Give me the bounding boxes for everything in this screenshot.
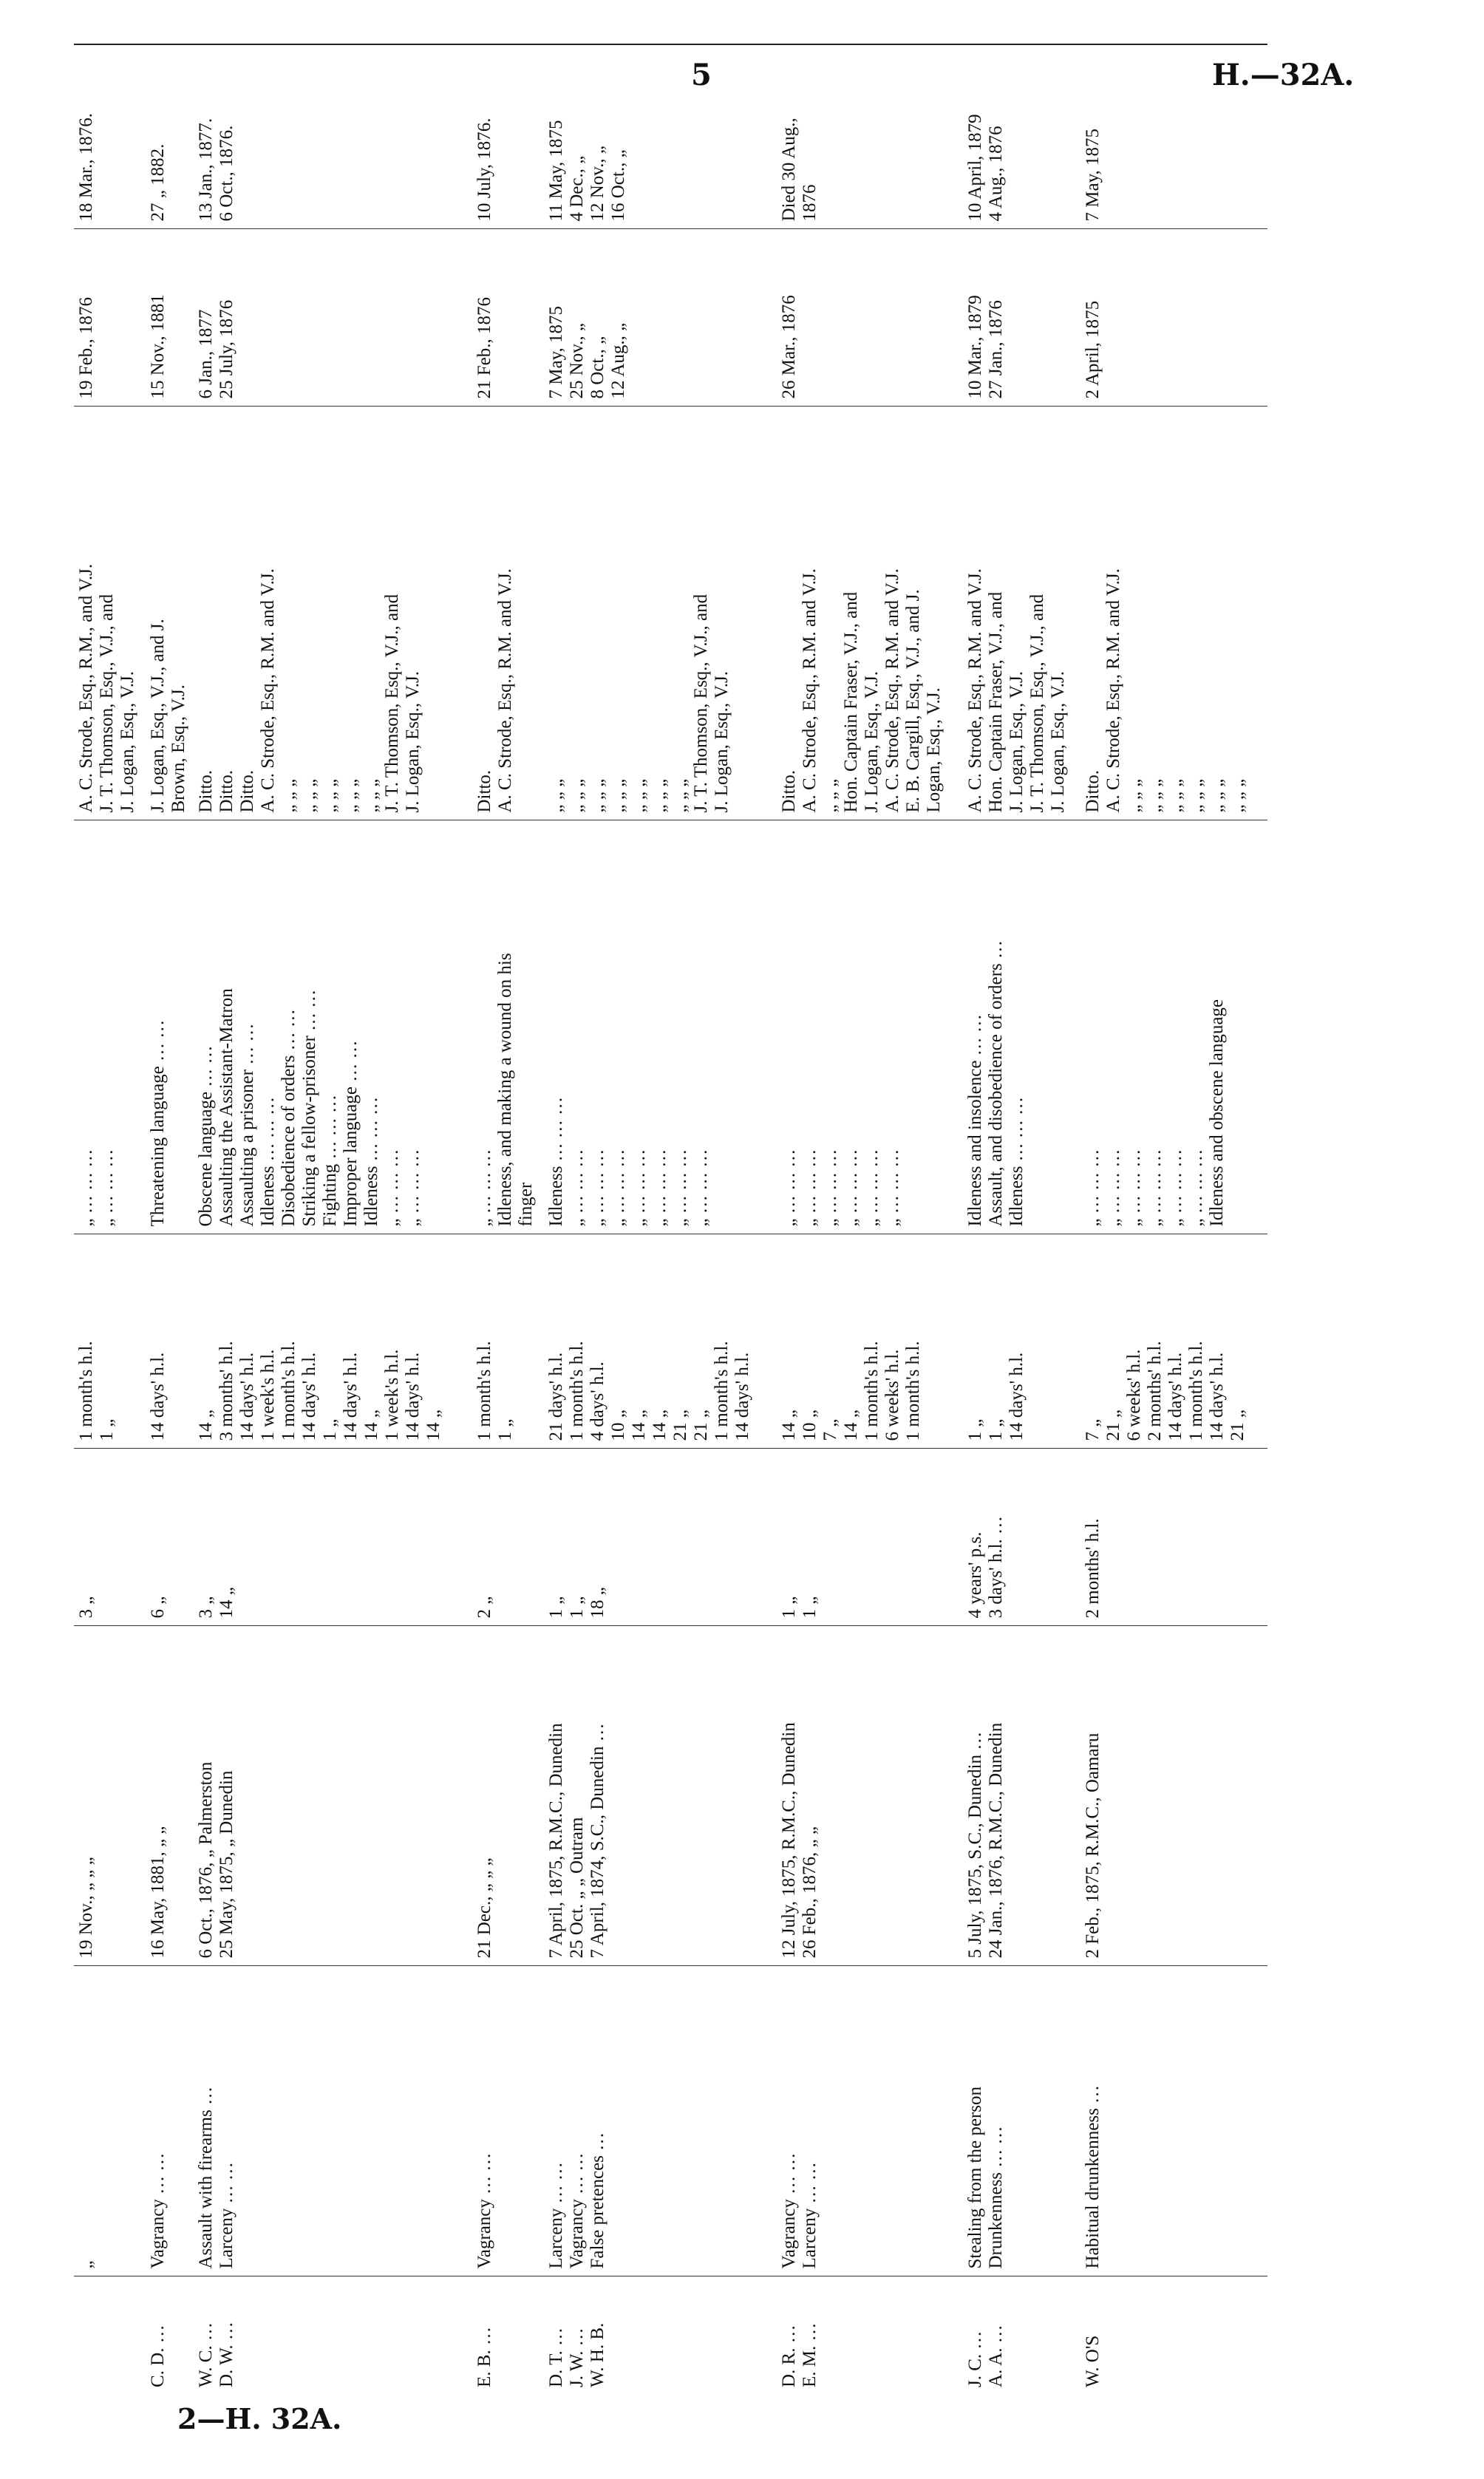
cell-line: 14 „ xyxy=(361,1409,382,1441)
table-row xyxy=(1080,44,1267,2395)
cell-punishment xyxy=(146,1234,194,1449)
cell-line: „ … … … xyxy=(691,1149,712,1227)
document-reference: H.—32A. xyxy=(1212,58,1355,92)
cell-line: „ … … … xyxy=(840,1149,861,1227)
cell-age xyxy=(963,1449,1080,1626)
cell-offence xyxy=(777,1966,963,2276)
cell-line: False pretences … xyxy=(588,2132,608,2269)
cell-line: 14 days' h.l. xyxy=(147,1352,168,1441)
table-row xyxy=(472,44,544,2395)
cell-line: 19 Nov., „ „ „ xyxy=(76,1857,96,1959)
cell-line: 10 Mar., 1879 xyxy=(965,295,986,399)
cell-date-from xyxy=(74,229,146,407)
cell-line: „ … … … xyxy=(861,1149,882,1227)
cell-date-from xyxy=(544,229,777,407)
cell-line: 16 Oct., „ xyxy=(608,149,629,222)
cell-line: W. C. … xyxy=(196,2322,217,2387)
cell-line: 3 „ xyxy=(196,1596,217,1619)
cell-line: J. Logan, Esq., V.J. xyxy=(1048,671,1069,813)
cell-line: „ „ „ xyxy=(299,778,320,813)
cell-sentence-date-court xyxy=(1080,1626,1267,1966)
cell-offence xyxy=(472,1966,544,2276)
cell-prison-offence xyxy=(1080,820,1267,1234)
cell-line: „ … … … xyxy=(76,1149,96,1227)
cell-line: 12 Aug., „ xyxy=(608,322,629,399)
cell-visiting-justice xyxy=(963,407,1080,820)
cell-line: 21 Dec., „ „ „ xyxy=(474,1857,495,1959)
cell-line: Disobedience of orders … … xyxy=(279,1009,299,1227)
cell-line: „ „ „ xyxy=(1145,778,1165,813)
returns-table xyxy=(74,44,1267,2395)
cell-line: 1 week's h.l. xyxy=(382,1349,403,1441)
cell-line: J. Logan, Esq., V.J. xyxy=(403,671,423,813)
cell-age xyxy=(74,1449,146,1626)
cell-line: Idleness … … … xyxy=(361,1096,382,1227)
cell-line: Drunkenness … … xyxy=(986,2126,1007,2269)
cell-line: 1 month's h.l. xyxy=(76,1341,96,1441)
cell-line: A. C. Strode, Esq., R.M. and V.J. xyxy=(258,568,279,813)
cell-punishment xyxy=(544,1234,777,1449)
cell-name xyxy=(74,2276,146,2395)
cell-line: 13 Jan., 1877. xyxy=(196,118,217,222)
cell-line: 2 months' h.l. xyxy=(1083,1518,1103,1619)
cell-punishment xyxy=(74,1234,146,1449)
cell-line: 2 months' h.l. xyxy=(1145,1341,1165,1441)
cell-line: 12 July, 1875, R.M.C., Dunedin xyxy=(778,1722,799,1959)
cell-visiting-justice xyxy=(1080,407,1267,820)
cell-line: „ … … … xyxy=(608,1149,629,1227)
cell-line: Assaulting the Assistant-Matron xyxy=(217,988,237,1227)
cell-punishment xyxy=(1080,1234,1267,1449)
table-row xyxy=(74,44,146,2395)
cell-line: 6 Oct., 1876, „ Palmerston xyxy=(196,1761,217,1959)
cell-line: J. Logan, Esq., V.J. xyxy=(1007,671,1027,813)
cell-prison-offence xyxy=(777,820,963,1234)
cell-line: 21 days' h.l. xyxy=(546,1352,567,1441)
cell-line: J. C. … xyxy=(965,2330,986,2387)
cell-line: Fighting … … … xyxy=(320,1095,341,1227)
cell-offence xyxy=(74,1966,146,2276)
cell-line: Vagrancy … … xyxy=(778,2152,799,2269)
cell-line: Vagrancy … … xyxy=(474,2152,495,2269)
cell-line: „ „ „ xyxy=(588,778,608,813)
cell-line: 1 month's h.l. xyxy=(712,1341,732,1441)
cell-line: E. M. … xyxy=(799,2322,820,2387)
cell-line: 5 July, 1875, S.C., Dunedin … xyxy=(965,1731,986,1959)
cell-line: 6 Oct., 1876. xyxy=(217,125,237,222)
cell-line: „ … … … xyxy=(629,1149,650,1227)
cell-line: 2 April, 1875 xyxy=(1083,300,1103,399)
cell-date-from xyxy=(146,229,194,407)
cell-line: A. C. Strode, Esq., R.M. and V.J. xyxy=(1103,568,1124,813)
cell-line: Idleness and obscene language xyxy=(1207,999,1228,1227)
cell-line: E. B. … xyxy=(474,2327,495,2387)
cell-line: Vagrancy … … xyxy=(567,2152,588,2269)
cell-prison-offence xyxy=(146,820,194,1234)
cell-line: J. Logan, Esq., V.J., and J. xyxy=(147,619,168,813)
cell-line: „ „ „ xyxy=(1165,778,1186,813)
cell-line: 14 days' h.l. xyxy=(403,1352,423,1441)
cell-punishment xyxy=(963,1234,1080,1449)
cell-line: 7 May, 1875 xyxy=(1083,129,1103,222)
cell-line: 25 July, 1876 xyxy=(217,299,237,399)
cell-line: 10 „ xyxy=(799,1409,820,1441)
cell-line: 18 Mar., 1876. xyxy=(76,112,96,222)
cell-line: „ … … … xyxy=(1103,1149,1124,1227)
cell-line: 1 week's h.l. xyxy=(258,1349,279,1441)
cell-name xyxy=(472,2276,544,2395)
cell-line: 6 weeks' h.l. xyxy=(1124,1349,1145,1441)
cell-offence xyxy=(146,1966,194,2276)
cell-line: „ „ „ xyxy=(341,778,361,813)
cell-line: „ … … … xyxy=(1186,1149,1207,1227)
cell-line: 10 April, 1879 xyxy=(965,114,986,222)
cell-line: 1 month's h.l. xyxy=(1186,1341,1207,1441)
cell-line: „ xyxy=(76,2260,96,2269)
cell-line: 6 „ xyxy=(147,1596,168,1619)
cell-date-to xyxy=(963,44,1080,229)
cell-line: „ … … … xyxy=(650,1149,670,1227)
cell-date-to xyxy=(74,44,146,229)
cell-line: Idleness … … … xyxy=(258,1096,279,1227)
cell-line: „ „ „ xyxy=(608,778,629,813)
cell-visiting-justice xyxy=(472,407,544,820)
cell-line: „ „ „ xyxy=(567,778,588,813)
cell-line: „ „ „ xyxy=(1228,778,1248,813)
cell-line: 14 days' h.l. xyxy=(341,1352,361,1441)
cell-age xyxy=(1080,1449,1267,1626)
cell-line: 19 Feb., 1876 xyxy=(76,297,96,399)
cell-line: „ … … … xyxy=(820,1149,840,1227)
cell-line: 26 Mar., 1876 xyxy=(778,295,799,399)
cell-line: Larceny … … xyxy=(799,2162,820,2269)
cell-line: Threatening language … … xyxy=(147,1019,168,1227)
cell-line: D. W. … xyxy=(217,2322,237,2387)
cell-line: „ „ „ xyxy=(820,778,840,813)
cell-line: 2 Feb., 1875, R.M.C., Oamaru xyxy=(1083,1732,1103,1959)
cell-line: finger xyxy=(516,1182,537,1227)
cell-sentence-date-court xyxy=(146,1626,194,1966)
cell-offence xyxy=(544,1966,777,2276)
cell-line: 14 days' h.l. xyxy=(237,1352,258,1441)
cell-name xyxy=(963,2276,1080,2395)
cell-line: 1 „ xyxy=(799,1596,820,1619)
cell-line: 1 month's h.l. xyxy=(474,1341,495,1441)
cell-date-to xyxy=(194,44,472,229)
cell-line: 24 Jan., 1876, R.M.C., Dunedin xyxy=(986,1722,1007,1959)
cell-line: 14 „ xyxy=(778,1409,799,1441)
cell-line: „ „ „ xyxy=(320,778,341,813)
cell-line: J. Logan, Esq., V.J. xyxy=(118,671,137,813)
cell-line: „ … … … xyxy=(567,1149,588,1227)
cell-line: 1876 xyxy=(799,184,820,222)
cell-line: Idleness … … … xyxy=(546,1096,567,1227)
cell-line: „ „ „ xyxy=(1207,778,1228,813)
cell-line: Habitual drunkenness … xyxy=(1083,2084,1103,2269)
cell-name xyxy=(1080,2276,1267,2395)
cell-line: 6 weeks' h.l. xyxy=(882,1349,902,1441)
cell-line: A. C. Strode, Esq., R.M., and V.J. xyxy=(76,563,96,813)
cell-line: „ … … … xyxy=(670,1149,691,1227)
cell-line: Logan, Esq., V.J. xyxy=(923,687,944,813)
cell-line: „ … … … xyxy=(778,1149,799,1227)
signature-mark: 2—H. 32A. xyxy=(177,2402,342,2435)
cell-line: 3 months' h.l. xyxy=(217,1341,237,1441)
table-row xyxy=(544,44,777,2395)
cell-date-to xyxy=(544,44,777,229)
cell-line: 1 „ xyxy=(546,1596,567,1619)
cell-line: „ „ „ xyxy=(546,778,567,813)
cell-line: „ … … … xyxy=(474,1149,495,1227)
cell-line: 7 May, 1875 xyxy=(546,306,567,399)
cell-age xyxy=(194,1449,472,1626)
cell-line: 21 „ xyxy=(691,1409,712,1441)
cell-line: A. C. Strode, Esq., R.M. and V.J. xyxy=(965,568,986,813)
cell-line: 14 days' h.l. xyxy=(299,1352,320,1441)
cell-line: J. T. Thomson, Esq., V.J., and xyxy=(691,594,712,813)
cell-prison-offence xyxy=(963,820,1080,1234)
cell-line: 14 „ xyxy=(196,1409,217,1441)
cell-line: A. A. … xyxy=(986,2325,1007,2387)
cell-line: Striking a fellow-prisoner … … xyxy=(299,989,320,1227)
cell-line: Improper language … … xyxy=(341,1040,361,1227)
cell-line: 21 „ xyxy=(1103,1409,1124,1441)
cell-sentence-date-court xyxy=(777,1626,963,1966)
returns-table-rotated xyxy=(74,44,1267,2395)
cell-line: 12 Nov., „ xyxy=(588,145,608,222)
page-number: 5 xyxy=(691,58,712,92)
cell-line: 25 Oct. „ „ Outram xyxy=(567,1817,588,1959)
cell-line: 1 „ xyxy=(986,1418,1007,1441)
cell-visiting-justice xyxy=(544,407,777,820)
cell-name xyxy=(777,2276,963,2395)
cell-line: Vagrancy … … xyxy=(147,2152,168,2269)
cell-age xyxy=(146,1449,194,1626)
cell-line: Larceny … … xyxy=(217,2162,237,2269)
cell-line: „ „ „ xyxy=(279,778,299,813)
cell-line: 15 Nov., 1881 xyxy=(147,294,168,399)
cell-line: J. Logan, Esq., V.J. xyxy=(712,671,732,813)
cell-line: 7 „ xyxy=(1083,1418,1103,1441)
cell-line: E. B. Cargill, Esq., V.J., and J. xyxy=(902,589,923,813)
cell-date-from xyxy=(963,229,1080,407)
cell-line: 7 April, 1874, S.C., Dunedin … xyxy=(588,1723,608,1959)
table-body xyxy=(74,44,1267,2395)
cell-line: C. D. … xyxy=(147,2325,168,2387)
cell-line: 14 „ xyxy=(217,1587,237,1619)
cell-line: Hon. Captain Fraser, V.J., and xyxy=(840,591,861,813)
cell-line: 8 Oct., „ xyxy=(588,336,608,399)
cell-line: Assault, and disobedience of orders … xyxy=(986,940,1007,1227)
cell-line: 14 days' h.l. xyxy=(1165,1352,1186,1441)
cell-line: Died 30 Aug., xyxy=(778,118,799,222)
cell-date-from xyxy=(777,229,963,407)
cell-line: 4 years' p.s. xyxy=(965,1531,986,1619)
cell-line: Larceny … … xyxy=(546,2162,567,2269)
cell-line: Ditto. xyxy=(474,769,495,813)
cell-line: Brown, Esq., V.J. xyxy=(168,684,188,813)
cell-line: Ditto. xyxy=(217,769,237,813)
cell-line: „ … … … xyxy=(403,1149,423,1227)
cell-line: 21 „ xyxy=(1228,1409,1248,1441)
cell-date-to xyxy=(777,44,963,229)
cell-visiting-justice xyxy=(194,407,472,820)
cell-line: 14 „ xyxy=(423,1409,444,1441)
cell-line: Ditto. xyxy=(237,769,258,813)
cell-line: „ … … … xyxy=(799,1149,820,1227)
table-row xyxy=(777,44,963,2395)
cell-line: „ … … … xyxy=(1145,1149,1165,1227)
cell-line: 14 days' h.l. xyxy=(732,1352,753,1441)
cell-line: 1 month's h.l. xyxy=(902,1341,923,1441)
cell-line: „ … … … xyxy=(588,1149,608,1227)
cell-line: „ „ „ xyxy=(670,778,691,813)
cell-line: 11 May, 1875 xyxy=(546,120,567,222)
cell-line: 18 „ xyxy=(588,1587,608,1619)
cell-visiting-justice xyxy=(777,407,963,820)
cell-line: 1 „ xyxy=(965,1418,986,1441)
cell-line: J. W. … xyxy=(567,2327,588,2387)
cell-prison-offence xyxy=(74,820,146,1234)
cell-prison-offence xyxy=(544,820,777,1234)
cell-line: Obscene language … … xyxy=(196,1045,217,1227)
cell-line: „ … … … xyxy=(1083,1149,1103,1227)
cell-line: 21 „ xyxy=(670,1409,691,1441)
cell-date-to xyxy=(146,44,194,229)
cell-age xyxy=(777,1449,963,1626)
cell-sentence-date-court xyxy=(472,1626,544,1966)
cell-punishment xyxy=(472,1234,544,1449)
cell-offence xyxy=(963,1966,1080,2276)
cell-name xyxy=(194,2276,472,2395)
cell-line: J. T. Thomson, Esq., V.J., and xyxy=(97,594,117,813)
cell-prison-offence xyxy=(472,820,544,1234)
cell-line: J. Logan, Esq., V.J. xyxy=(861,671,882,813)
cell-line: 14 days' h.l. xyxy=(1007,1352,1027,1441)
cell-line: W. H. B. xyxy=(588,2322,608,2387)
cell-line: A. C. Strode, Esq., R.M. and V.J. xyxy=(799,568,820,813)
cell-line: „ „ „ xyxy=(1124,778,1145,813)
cell-visiting-justice xyxy=(146,407,194,820)
cell-line: 7 April, 1875, R.M.C., Dunedin xyxy=(546,1723,567,1959)
cell-date-to xyxy=(472,44,544,229)
cell-line: 14 „ xyxy=(629,1409,650,1441)
cell-line: 10 July, 1876. xyxy=(474,118,495,222)
cell-line: 1 „ xyxy=(495,1418,516,1441)
cell-age xyxy=(544,1449,777,1626)
cell-line: „ „ „ xyxy=(361,778,382,813)
cell-line: „ … … … xyxy=(97,1149,117,1227)
cell-date-from xyxy=(1080,229,1267,407)
cell-line: 1 „ xyxy=(778,1596,799,1619)
cell-line: A. C. Strode, Esq., R.M. and V.J. xyxy=(495,568,516,813)
cell-line: 14 „ xyxy=(650,1409,670,1441)
cell-sentence-date-court xyxy=(963,1626,1080,1966)
cell-age xyxy=(472,1449,544,1626)
cell-offence xyxy=(1080,1966,1267,2276)
cell-line: Assault with firearms … xyxy=(196,2087,217,2269)
cell-punishment xyxy=(777,1234,963,1449)
cell-line: „ … … … xyxy=(1124,1149,1145,1227)
cell-sentence-date-court xyxy=(194,1626,472,1966)
cell-line: J. T. Thomson, Esq., V.J., and xyxy=(1027,594,1048,813)
cell-line: 1 month's h.l. xyxy=(567,1341,588,1441)
cell-line: 6 Jan., 1877 xyxy=(196,309,217,399)
cell-line: D. R. … xyxy=(778,2325,799,2387)
cell-prison-offence xyxy=(194,820,472,1234)
cell-offence xyxy=(194,1966,472,2276)
cell-line: Idleness … … … xyxy=(1007,1096,1027,1227)
cell-sentence-date-court xyxy=(544,1626,777,1966)
cell-line: 27 „ 1882. xyxy=(147,143,168,222)
cell-line: Hon. Captain Fraser, V.J., and xyxy=(986,591,1007,813)
cell-line: „ „ „ xyxy=(1186,778,1207,813)
cell-line: 1 „ xyxy=(97,1418,117,1441)
table-row xyxy=(963,44,1080,2395)
cell-line: 3 „ xyxy=(76,1596,96,1619)
cell-name xyxy=(146,2276,194,2395)
cell-line: 21 Feb., 1876 xyxy=(474,297,495,399)
cell-line: 4 Dec., „ xyxy=(567,155,588,222)
cell-date-to xyxy=(1080,44,1267,229)
cell-line: D. T. … xyxy=(546,2327,567,2387)
cell-line: „ „ „ xyxy=(629,778,650,813)
cell-line: 4 Aug., 1876 xyxy=(986,126,1007,222)
cell-line: Ditto. xyxy=(196,769,217,813)
table-row xyxy=(146,44,194,2395)
cell-line: 25 Nov., „ xyxy=(567,322,588,399)
cell-line: J. T. Thomson, Esq., V.J., and xyxy=(382,594,403,813)
cell-line: A. C. Strode, Esq., R.M. and V.J. xyxy=(882,568,902,813)
cell-line: 1 month's h.l. xyxy=(279,1341,299,1441)
cell-line: 16 May, 1881, „ „ xyxy=(147,1826,168,1959)
table-row xyxy=(194,44,472,2395)
cell-line: 14 „ xyxy=(840,1409,861,1441)
cell-line: 26 Feb., 1876, „ „ xyxy=(799,1826,820,1959)
cell-date-from xyxy=(194,229,472,407)
cell-line: „ … … … xyxy=(882,1149,902,1227)
cell-line: 3 days' h.l. … xyxy=(986,1515,1007,1619)
cell-line: 1 „ xyxy=(320,1418,341,1441)
cell-line: Ditto. xyxy=(1083,769,1103,813)
cell-line: 7 „ xyxy=(820,1418,840,1441)
cell-line: 4 days' h.l. xyxy=(588,1361,608,1441)
cell-line: 14 days' h.l. xyxy=(1207,1352,1228,1441)
cell-visiting-justice xyxy=(74,407,146,820)
cell-line: „ … … … xyxy=(382,1149,403,1227)
cell-line: Stealing from the person xyxy=(965,2087,986,2269)
cell-date-from xyxy=(472,229,544,407)
cell-line: 25 May, 1875, „ Dunedin xyxy=(217,1770,237,1959)
cell-line: 2 „ xyxy=(474,1596,495,1619)
cell-line: „ „ „ xyxy=(650,778,670,813)
cell-sentence-date-court xyxy=(74,1626,146,1966)
cell-line: 1 „ xyxy=(567,1596,588,1619)
cell-line: W. O'S xyxy=(1083,2335,1103,2387)
cell-line: 10 „ xyxy=(608,1409,629,1441)
cell-line: 1 month's h.l. xyxy=(861,1341,882,1441)
cell-line: Ditto. xyxy=(778,769,799,813)
cell-line: 27 Jan., 1876 xyxy=(986,300,1007,399)
cell-line: Assaulting a prisoner … … xyxy=(237,1023,258,1227)
cell-line: Idleness, and making a wound on his xyxy=(495,953,516,1227)
cell-line: Idleness and insolence … … xyxy=(965,1014,986,1227)
cell-punishment xyxy=(194,1234,472,1449)
cell-name xyxy=(544,2276,777,2395)
cell-line: „ … … … xyxy=(1165,1149,1186,1227)
